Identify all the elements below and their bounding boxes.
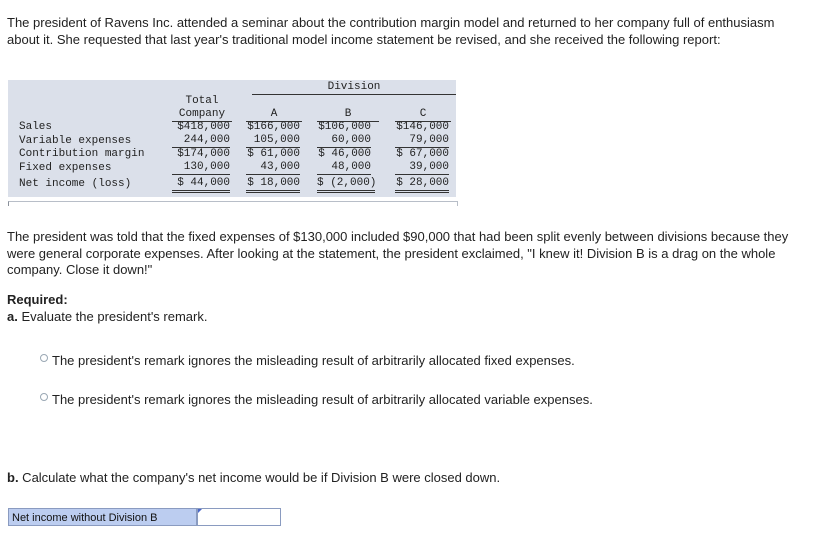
variable-expenses-a: 105,000 xyxy=(246,134,300,148)
division-rule xyxy=(252,94,456,95)
net-income-total: $ 44,000 xyxy=(172,177,230,193)
context-paragraph: The president was told that the fixed expenses of $130,000 included $90,000 that had been split evenly between divisions because they were general corporate expenses. After looking at the statement, the president exclaimed, "I knew it! Division B is a drag on the whole company. Close it down!" xyxy=(7,229,789,277)
column-c-header: C xyxy=(395,108,451,122)
row-label-sales: Sales xyxy=(19,121,53,133)
net-income-b: $ (2,000) xyxy=(317,177,375,193)
net-income-c: $ 28,000 xyxy=(395,177,449,193)
part-b-prompt xyxy=(7,470,500,486)
report-scrollbar[interactable] xyxy=(8,201,458,206)
variable-expenses-b: 60,000 xyxy=(317,134,371,148)
radio-button[interactable] xyxy=(40,393,48,401)
option-label: The president's remark ignores the misleading result of arbitrarily allocated fixed expenses. xyxy=(52,353,575,368)
sales-a: $166,000 xyxy=(247,121,300,133)
input-corner-icon xyxy=(198,509,202,513)
row-label-fixed-expenses: Fixed expenses xyxy=(19,162,112,174)
part-b-text: Calculate what the company's net income would be if Division B were closed down. xyxy=(18,470,501,485)
part-b-letter: b. xyxy=(7,470,19,485)
column-a-header: A xyxy=(246,108,302,122)
row-label-net-income: Net income (loss) xyxy=(19,178,132,190)
radio-button[interactable] xyxy=(40,354,48,362)
row-label-variable-expenses: Variable expenses xyxy=(19,135,132,147)
contribution-margin-c: $ 67,000 xyxy=(396,148,449,160)
part-a-text: Evaluate the president's remark. xyxy=(17,309,208,324)
option-fixed-expenses[interactable] xyxy=(40,353,575,368)
fixed-expenses-a: 43,000 xyxy=(246,161,300,175)
total-header-line2: Company xyxy=(172,108,232,122)
fixed-expenses-total: 130,000 xyxy=(172,161,230,175)
column-b-header: B xyxy=(317,108,379,122)
division-header: Division xyxy=(327,81,381,93)
part-a-letter: a. xyxy=(7,309,18,324)
option-variable-expenses[interactable] xyxy=(40,392,593,407)
required-heading: Required: xyxy=(7,292,68,307)
part-a-prompt xyxy=(7,309,207,325)
fixed-expenses-c: 39,000 xyxy=(395,161,449,175)
net-income-a: $ 18,000 xyxy=(246,177,300,193)
row-label-contribution-margin: Contribution margin xyxy=(19,148,145,160)
net-income-label-cell: Net income without Division B xyxy=(8,508,197,526)
option-label: The president's remark ignores the misleading result of arbitrarily allocated variable expenses. xyxy=(52,392,593,407)
contribution-margin-b: $ 46,000 xyxy=(318,148,371,160)
total-header-line1: Total xyxy=(185,95,219,107)
net-income-input[interactable] xyxy=(197,508,281,526)
variable-expenses-total: 244,000 xyxy=(172,134,230,148)
contribution-margin-report xyxy=(8,80,456,197)
contribution-margin-total: $174,000 xyxy=(177,148,230,160)
sales-total: $418,000 xyxy=(177,121,230,133)
sales-c: $146,000 xyxy=(396,121,449,133)
variable-expenses-c: 79,000 xyxy=(395,134,449,148)
contribution-margin-a: $ 61,000 xyxy=(247,148,300,160)
fixed-expenses-b: 48,000 xyxy=(317,161,371,175)
intro-paragraph: The president of Ravens Inc. attended a seminar about the contribution margin model and returned to her company full of enthusiasm about it. She requested that last year's traditional model income statement be revised, and she received the following report: xyxy=(7,15,775,47)
sales-b: $106,000 xyxy=(318,121,371,133)
